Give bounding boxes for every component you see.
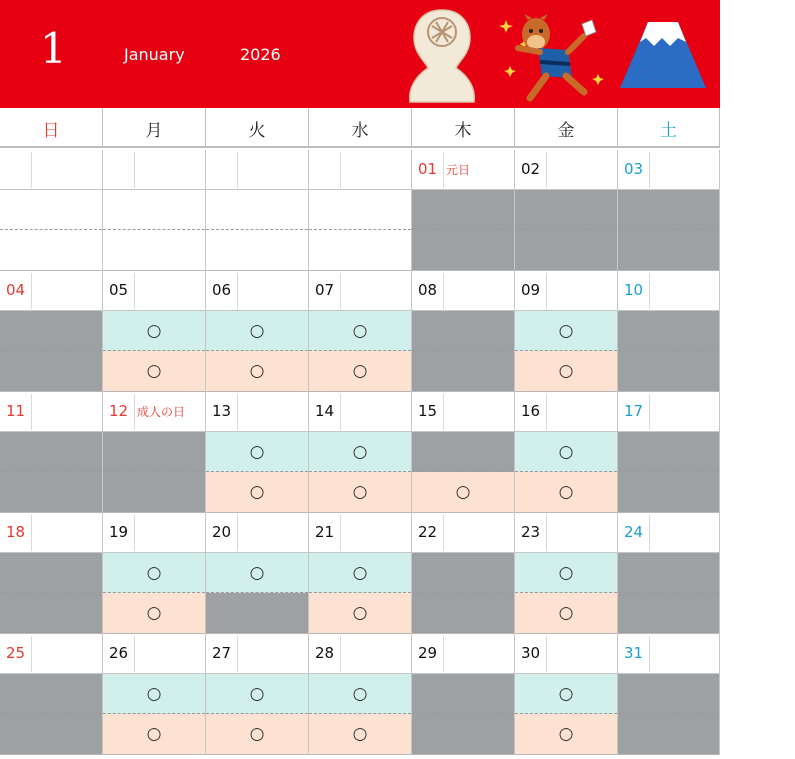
day-number-divider (340, 273, 341, 309)
day-cell[interactable] (618, 634, 720, 755)
week-row (0, 513, 720, 634)
day-header (618, 271, 719, 311)
afternoon-slot[interactable] (412, 351, 514, 392)
morning-slot[interactable] (206, 674, 308, 714)
day-cell[interactable] (618, 150, 720, 271)
afternoon-slot[interactable] (412, 714, 514, 755)
afternoon-slot[interactable] (0, 714, 102, 755)
day-number-divider (237, 394, 238, 430)
day-number: 24 (624, 523, 644, 541)
day-header (515, 513, 617, 553)
afternoon-slot[interactable] (103, 593, 205, 634)
available-mark: ○ (558, 724, 574, 744)
morning-slot[interactable] (412, 432, 514, 472)
morning-slot[interactable] (103, 553, 205, 593)
day-number: 07 (315, 281, 335, 299)
day-cell[interactable] (412, 392, 515, 513)
day-cell[interactable] (103, 634, 206, 755)
day-number: 30 (521, 644, 541, 662)
day-header (0, 392, 102, 432)
morning-slot[interactable] (206, 311, 308, 351)
morning-slot[interactable] (103, 190, 205, 230)
day-cell[interactable] (0, 271, 103, 392)
day-header (206, 513, 308, 553)
morning-slot[interactable] (103, 311, 205, 351)
day-cell[interactable] (515, 271, 618, 392)
dancing-horse-icon (498, 12, 608, 108)
morning-slot[interactable] (412, 553, 514, 593)
day-header (618, 634, 719, 674)
week-row (0, 392, 720, 513)
calendar-header (0, 0, 720, 108)
day-number-divider (340, 152, 341, 188)
day-cell[interactable] (618, 271, 720, 392)
day-number-divider (237, 273, 238, 309)
morning-slot[interactable] (206, 553, 308, 593)
day-number: 11 (6, 402, 26, 420)
morning-slot[interactable] (515, 674, 617, 714)
day-header (103, 634, 205, 674)
available-mark: ○ (558, 320, 574, 341)
day-number-divider (649, 152, 650, 188)
day-cell[interactable] (309, 392, 412, 513)
calendar-grid (0, 150, 720, 755)
morning-slot[interactable] (309, 311, 411, 351)
weekday-header-row (0, 108, 720, 148)
morning-slot[interactable] (0, 674, 102, 714)
day-header (103, 513, 205, 553)
morning-slot[interactable] (0, 432, 102, 472)
afternoon-slot[interactable] (0, 472, 102, 513)
day-number-divider (649, 394, 650, 430)
holiday-label: 元日 (446, 163, 471, 177)
day-cell[interactable] (412, 150, 515, 271)
afternoon-slot[interactable] (309, 714, 411, 755)
day-cell[interactable] (309, 634, 412, 755)
weekday-header-0: 日 (0, 108, 103, 148)
available-mark: ○ (146, 603, 162, 623)
day-header (206, 634, 308, 674)
day-header (309, 513, 411, 553)
available-mark: ○ (249, 724, 265, 744)
day-header (515, 150, 617, 190)
day-number-divider (546, 636, 547, 672)
day-header (618, 392, 719, 432)
day-number-divider (237, 152, 238, 188)
morning-slot[interactable] (0, 553, 102, 593)
day-number: 06 (212, 281, 232, 299)
day-cell[interactable] (618, 392, 720, 513)
day-header (103, 150, 205, 190)
day-number-divider (443, 273, 444, 309)
afternoon-slot[interactable] (103, 714, 205, 755)
day-header (412, 150, 514, 190)
day-number-divider (340, 636, 341, 672)
day-header (309, 634, 411, 674)
day-header (618, 513, 719, 553)
day-number: 09 (521, 281, 541, 299)
afternoon-slot[interactable] (309, 593, 411, 634)
weekday-header-5: 金 (515, 108, 618, 148)
day-header (618, 150, 719, 190)
afternoon-slot[interactable] (0, 230, 102, 271)
day-number-divider (340, 515, 341, 551)
available-mark: ○ (558, 361, 574, 381)
day-number: 05 (109, 281, 129, 299)
day-header (412, 392, 514, 432)
year-label: 2026 (240, 45, 281, 64)
weekday-header-6: 土 (618, 108, 720, 148)
day-cell[interactable] (103, 150, 206, 271)
available-mark: ○ (352, 603, 368, 623)
morning-slot[interactable] (618, 674, 719, 714)
afternoon-slot[interactable] (618, 351, 719, 392)
day-cell[interactable] (412, 513, 515, 634)
day-header (0, 271, 102, 311)
day-number: 04 (6, 281, 26, 299)
afternoon-slot[interactable] (0, 351, 102, 392)
available-mark: ○ (249, 320, 265, 341)
weekday-header-2: 火 (206, 108, 309, 148)
morning-slot[interactable] (515, 311, 617, 351)
mount-fuji-icon (618, 16, 708, 90)
day-number-divider (443, 394, 444, 430)
day-cell[interactable] (206, 150, 309, 271)
morning-slot[interactable] (0, 311, 102, 351)
afternoon-slot[interactable] (618, 593, 719, 634)
morning-slot[interactable] (618, 553, 719, 593)
day-number: 13 (212, 402, 232, 420)
day-number: 25 (6, 644, 26, 662)
day-header (515, 392, 617, 432)
morning-slot[interactable] (412, 674, 514, 714)
day-cell[interactable] (206, 513, 309, 634)
available-mark: ○ (249, 361, 265, 381)
morning-slot[interactable] (515, 432, 617, 472)
day-cell[interactable] (206, 634, 309, 755)
morning-slot[interactable] (309, 674, 411, 714)
morning-slot[interactable] (103, 432, 205, 472)
day-cell[interactable] (206, 271, 309, 392)
day-header (412, 271, 514, 311)
day-cell[interactable] (309, 513, 412, 634)
day-cell[interactable] (103, 271, 206, 392)
afternoon-slot[interactable] (515, 472, 617, 513)
day-number: 20 (212, 523, 232, 541)
afternoon-slot[interactable] (515, 230, 617, 271)
day-number-divider (546, 394, 547, 430)
day-number: 28 (315, 644, 335, 662)
day-header (0, 513, 102, 553)
day-number: 19 (109, 523, 129, 541)
available-mark: ○ (249, 441, 265, 462)
day-number-divider (31, 394, 32, 430)
morning-slot[interactable] (618, 311, 719, 351)
afternoon-slot[interactable] (618, 472, 719, 513)
day-header (515, 634, 617, 674)
morning-slot[interactable] (309, 190, 411, 230)
day-cell[interactable] (206, 392, 309, 513)
day-number-divider (134, 394, 135, 430)
week-row (0, 634, 720, 755)
day-cell[interactable] (0, 634, 103, 755)
afternoon-slot[interactable] (309, 230, 411, 271)
day-number-divider (31, 152, 32, 188)
day-number: 12 (109, 402, 129, 420)
available-mark: ○ (146, 724, 162, 744)
day-header (309, 150, 411, 190)
day-cell[interactable] (515, 513, 618, 634)
day-header (103, 392, 205, 432)
month-number: 1 (40, 24, 67, 73)
day-number-divider (649, 273, 650, 309)
day-cell[interactable] (412, 634, 515, 755)
day-number: 23 (521, 523, 541, 541)
day-number-divider (443, 636, 444, 672)
morning-slot[interactable] (515, 553, 617, 593)
day-number-divider (340, 394, 341, 430)
available-mark: ○ (558, 482, 574, 502)
week-row (0, 150, 720, 271)
morning-slot[interactable] (206, 432, 308, 472)
day-number-divider (134, 152, 135, 188)
afternoon-slot[interactable] (309, 351, 411, 392)
morning-slot[interactable] (412, 311, 514, 351)
day-cell[interactable] (412, 271, 515, 392)
available-mark: ○ (352, 683, 368, 704)
available-mark: ○ (352, 320, 368, 341)
day-header (515, 271, 617, 311)
day-cell[interactable] (0, 150, 103, 271)
day-cell[interactable] (618, 513, 720, 634)
morning-slot[interactable] (206, 190, 308, 230)
day-number-divider (31, 515, 32, 551)
day-cell[interactable] (515, 392, 618, 513)
day-number-divider (237, 515, 238, 551)
weekday-header-4: 木 (412, 108, 515, 148)
available-mark: ○ (146, 320, 162, 341)
available-mark: ○ (352, 482, 368, 502)
available-mark: ○ (146, 683, 162, 704)
afternoon-slot[interactable] (412, 472, 514, 513)
day-number-divider (237, 636, 238, 672)
afternoon-slot[interactable] (618, 230, 719, 271)
day-header (412, 513, 514, 553)
available-mark: ○ (352, 441, 368, 462)
afternoon-slot[interactable] (515, 593, 617, 634)
day-number: 17 (624, 402, 644, 420)
afternoon-slot[interactable] (103, 472, 205, 513)
available-mark: ○ (558, 603, 574, 623)
day-header (206, 271, 308, 311)
morning-slot[interactable] (0, 190, 102, 230)
morning-slot[interactable] (618, 432, 719, 472)
holiday-label: 成人の日 (137, 405, 186, 419)
day-header (309, 392, 411, 432)
day-header (103, 271, 205, 311)
afternoon-slot[interactable] (412, 230, 514, 271)
afternoon-slot[interactable] (412, 593, 514, 634)
day-number-divider (443, 515, 444, 551)
day-header (0, 150, 102, 190)
day-header (206, 150, 308, 190)
day-number: 29 (418, 644, 438, 662)
day-number-divider (443, 152, 444, 188)
afternoon-slot[interactable] (103, 351, 205, 392)
afternoon-slot[interactable] (206, 351, 308, 392)
available-mark: ○ (352, 562, 368, 583)
available-mark: ○ (455, 482, 471, 502)
weekday-header-3: 水 (309, 108, 412, 148)
day-header (0, 634, 102, 674)
day-number-divider (31, 273, 32, 309)
morning-slot[interactable] (309, 432, 411, 472)
available-mark: ○ (558, 441, 574, 462)
morning-slot[interactable] (309, 553, 411, 593)
day-number-divider (134, 515, 135, 551)
afternoon-slot[interactable] (618, 714, 719, 755)
day-number: 15 (418, 402, 438, 420)
afternoon-slot[interactable] (309, 472, 411, 513)
month-name: January (124, 45, 185, 64)
day-number: 31 (624, 644, 644, 662)
day-number: 16 (521, 402, 541, 420)
available-mark: ○ (146, 361, 162, 381)
day-number-divider (546, 273, 547, 309)
afternoon-slot[interactable] (0, 593, 102, 634)
day-cell[interactable] (309, 271, 412, 392)
day-number: 21 (315, 523, 335, 541)
day-number: 02 (521, 160, 541, 178)
kagami-mochi-icon (406, 6, 478, 106)
afternoon-slot[interactable] (206, 714, 308, 755)
afternoon-slot[interactable] (103, 230, 205, 271)
day-number: 18 (6, 523, 26, 541)
day-number-divider (134, 636, 135, 672)
available-mark: ○ (249, 683, 265, 704)
afternoon-slot[interactable] (515, 351, 617, 392)
available-mark: ○ (249, 562, 265, 583)
day-number: 26 (109, 644, 129, 662)
available-mark: ○ (558, 562, 574, 583)
available-mark: ○ (558, 683, 574, 704)
afternoon-slot[interactable] (206, 230, 308, 271)
morning-slot[interactable] (618, 190, 719, 230)
afternoon-slot[interactable] (206, 593, 308, 634)
day-cell[interactable] (0, 392, 103, 513)
available-mark: ○ (352, 724, 368, 744)
day-cell[interactable] (103, 392, 206, 513)
day-number: 08 (418, 281, 438, 299)
day-cell[interactable] (103, 513, 206, 634)
day-cell[interactable] (0, 513, 103, 634)
day-number: 03 (624, 160, 644, 178)
day-number-divider (31, 636, 32, 672)
day-number: 10 (624, 281, 644, 299)
day-number: 27 (212, 644, 232, 662)
available-mark: ○ (352, 361, 368, 381)
available-mark: ○ (249, 482, 265, 502)
weekday-header-1: 月 (103, 108, 206, 148)
afternoon-slot[interactable] (206, 472, 308, 513)
day-header (206, 392, 308, 432)
week-row (0, 271, 720, 392)
day-cell[interactable] (515, 150, 618, 271)
day-number-divider (649, 515, 650, 551)
day-header (309, 271, 411, 311)
day-number-divider (134, 273, 135, 309)
day-number-divider (546, 152, 547, 188)
morning-slot[interactable] (412, 190, 514, 230)
day-number: 01 (418, 160, 438, 178)
afternoon-slot[interactable] (515, 714, 617, 755)
day-cell[interactable] (515, 634, 618, 755)
available-mark: ○ (146, 562, 162, 583)
day-number-divider (546, 515, 547, 551)
day-number-divider (649, 636, 650, 672)
day-header (412, 634, 514, 674)
morning-slot[interactable] (515, 190, 617, 230)
morning-slot[interactable] (103, 674, 205, 714)
day-number: 22 (418, 523, 438, 541)
day-cell[interactable] (309, 150, 412, 271)
day-number: 14 (315, 402, 335, 420)
